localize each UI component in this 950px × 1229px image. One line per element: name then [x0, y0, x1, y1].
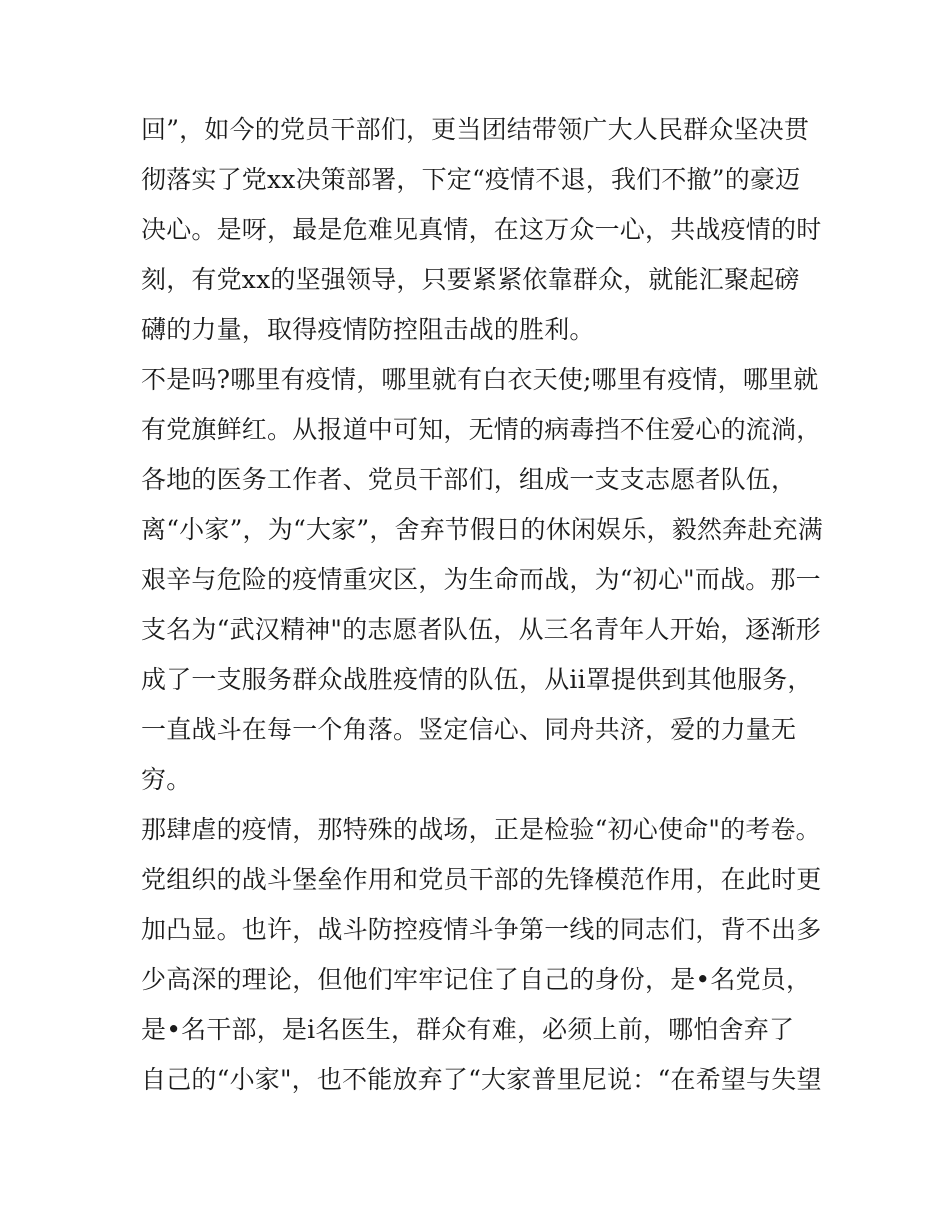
- text-line: 决心。是呀，最是危难见真情，在这万众一心，共战疫情的时: [141, 215, 822, 244]
- text-line: 有党旗鲜红。从报道中可知，无情的病毒挡不住爱心的流淌，: [141, 415, 822, 444]
- text-line: 支名为“武汉精神"的志愿者队伍，从三名青年人开始，逐渐形: [141, 615, 821, 644]
- text-line: 少高深的理论，但他们牢牢记住了自己的身份，是•名党员，: [141, 965, 812, 994]
- text-line: 刻，有党xx的坚强领导，只要紧紧依靠群众，就能汇聚起磅: [141, 265, 800, 294]
- text-line: 不是吗?哪里有疫情，哪里就有白衣天使;哪里有疫情，哪里就: [141, 365, 819, 394]
- text-line: 成了一支服务群众战胜疫情的队伍，从ii罩提供到其他服务，: [141, 665, 813, 694]
- text-line: 礴的力量，取得疫情防控阻击战的胜利。: [141, 315, 595, 344]
- text-line: 各地的医务工作者、党员干部们，组成一支支志愿者队伍，: [141, 465, 797, 494]
- text-line: 离“小家”，为“大家”，舍弃节假日的休闲娱乐，毅然奔赴充满: [141, 515, 823, 544]
- text-line: 加凸显。也许，战斗防控疫情斗争第一线的同志们，背不出多: [141, 915, 822, 944]
- text-line: 穷。: [141, 765, 192, 794]
- text-line: 党组织的战斗堡垒作用和党员干部的先锋模范作用，在此时更: [141, 865, 822, 894]
- text-line: 艰辛与危险的疫情重灾区，为生命而战，为“初心"而战。那一: [141, 565, 821, 594]
- text-line: 一直战斗在每一个角落。竖定信心、同舟共济，爱的力量无: [141, 715, 797, 744]
- text-line: 是•名干部，是i名医生，群众有难，必须上前，哪怕舍弃了: [141, 1015, 795, 1044]
- text-line: 彻落实了党xx决策部署，下定“疫情不退，我们不撤”的豪迈: [141, 165, 801, 194]
- text-line: 回”，如今的党员干部们，更当团结带领广大人民群众坚决贯: [141, 115, 810, 144]
- text-line: 自己的“小家"，也不能放弃了“大家普里尼说：“在希望与失望: [141, 1065, 822, 1094]
- text-line: 那肆虐的疫情，那特殊的战场，正是检验“初心使命"的考卷。: [141, 815, 821, 844]
